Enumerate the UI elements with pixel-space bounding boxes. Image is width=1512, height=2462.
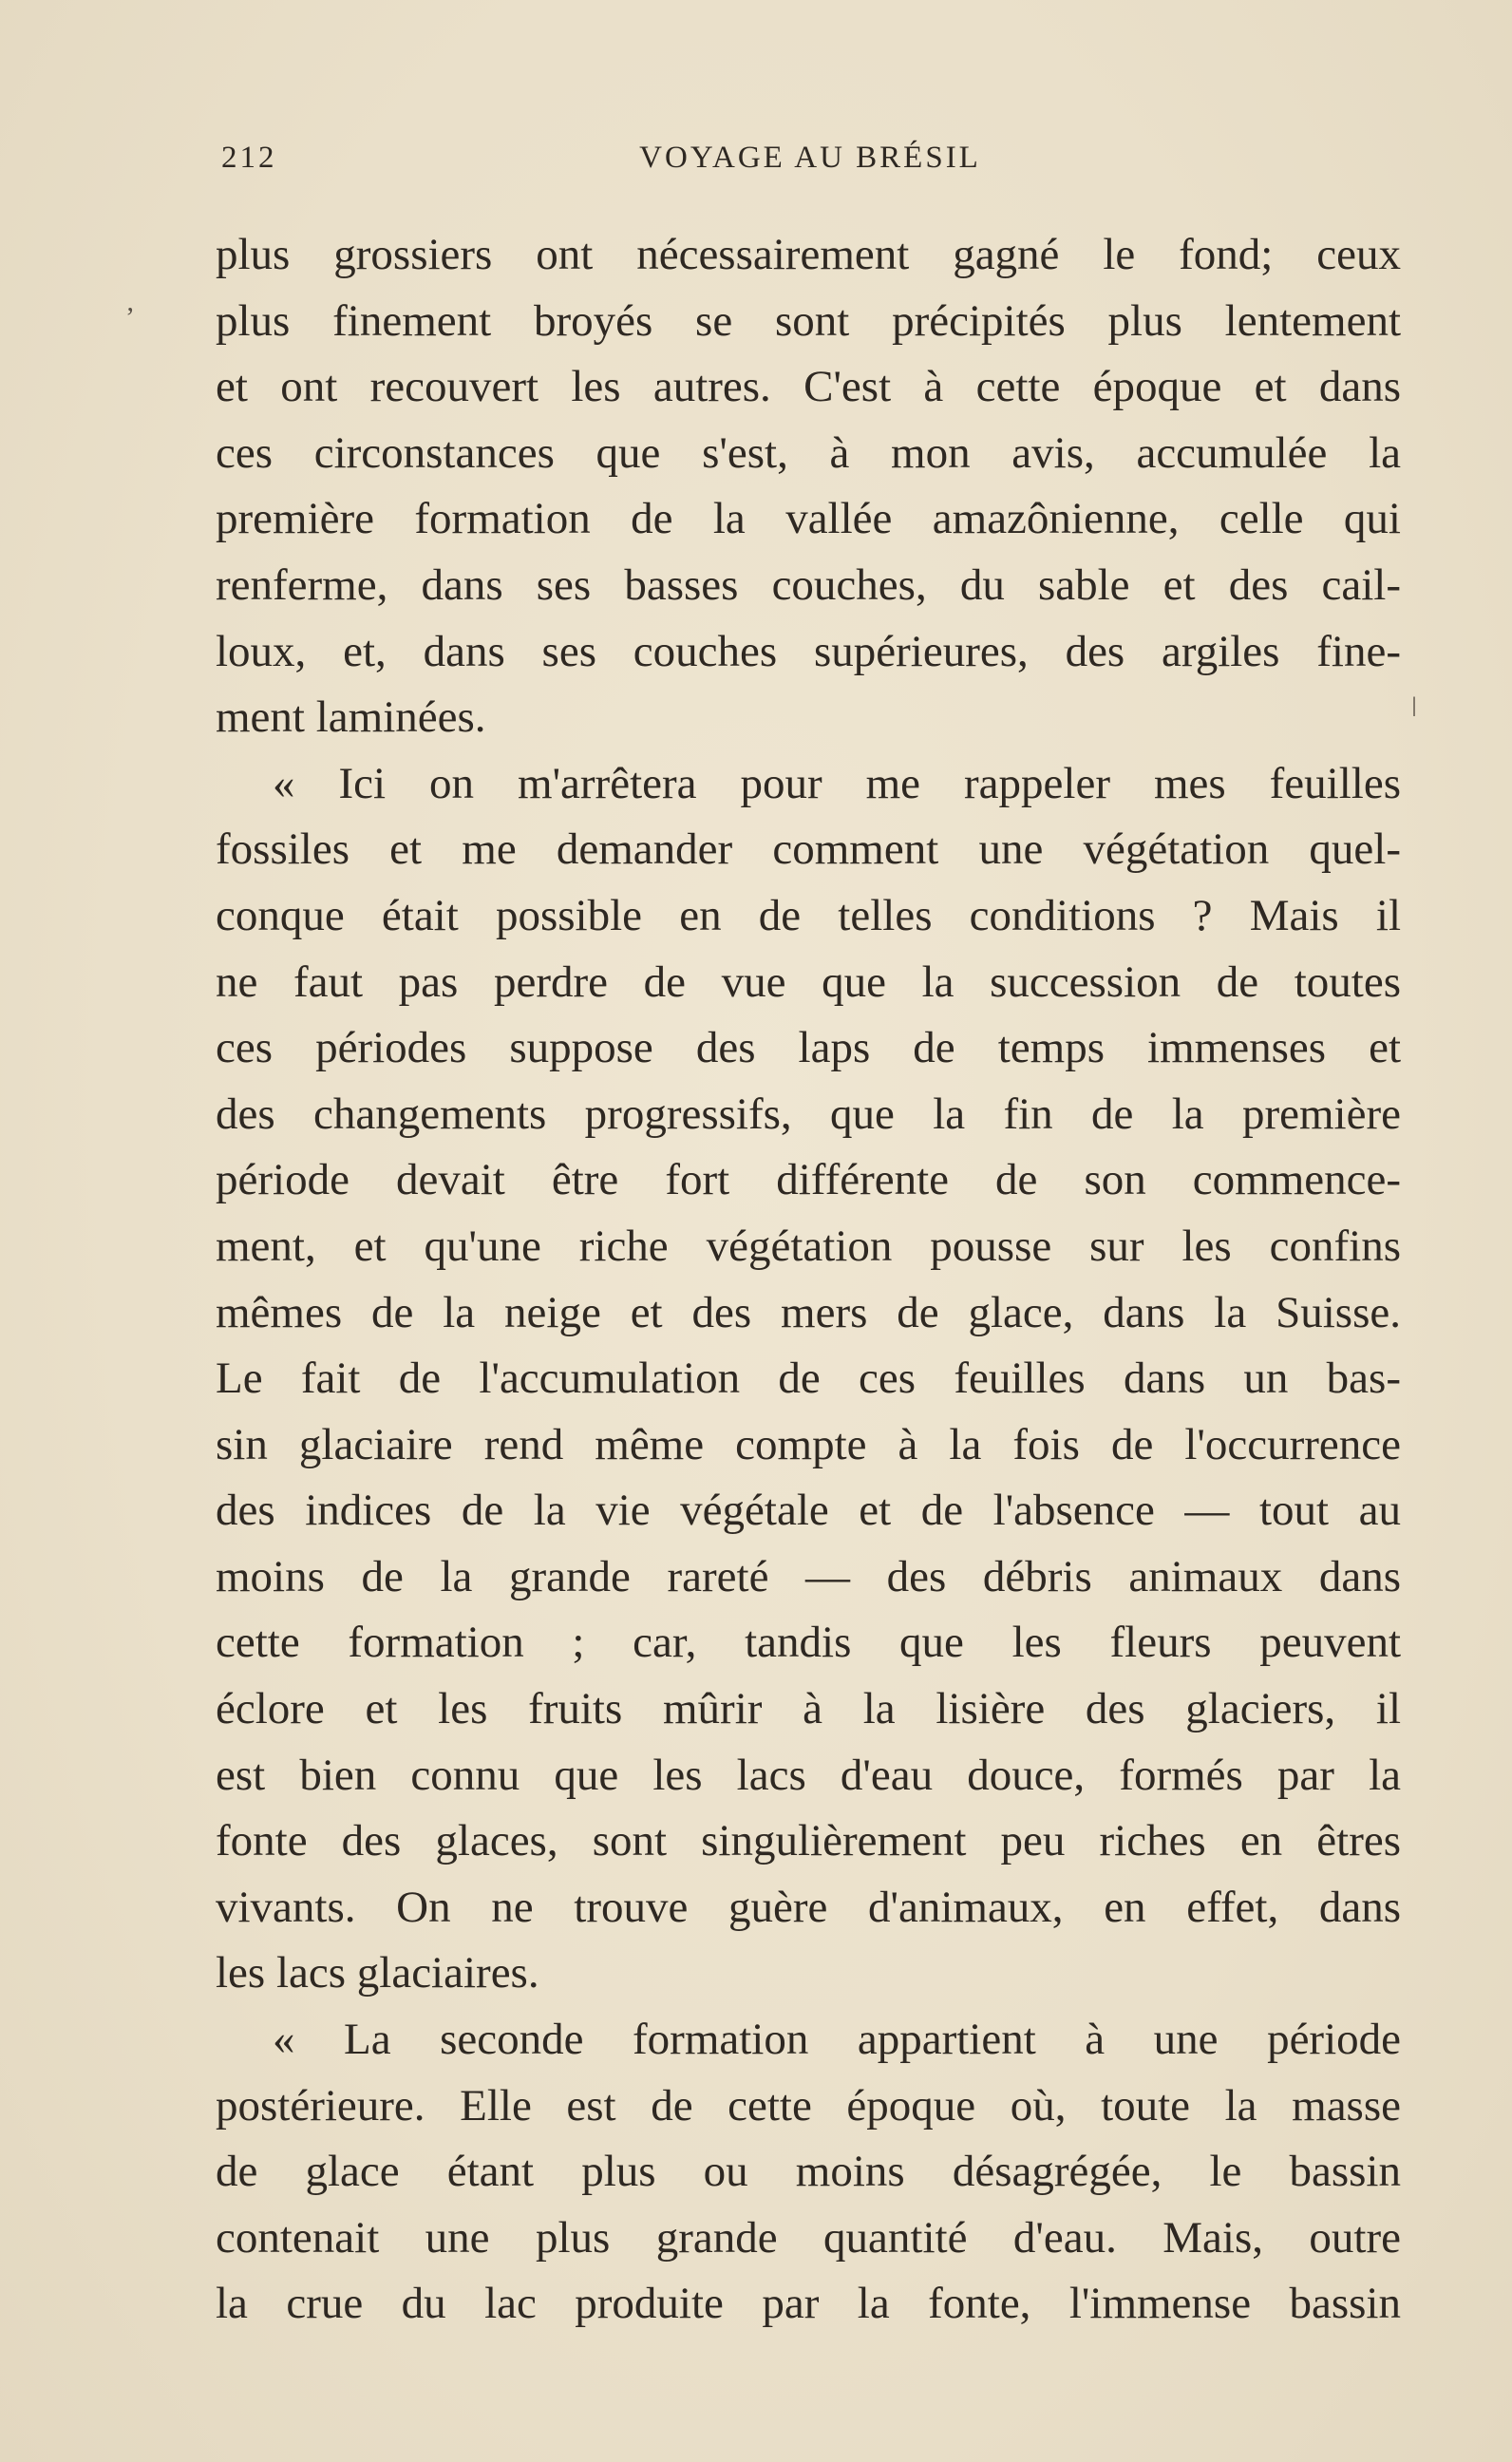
text-line: les lacs glaciaires. [216,1948,539,1998]
text-line: ces périodes suppose des laps de temps immenses et [216,1023,1401,1073]
text-line: période devait être fort différente de son commence- [216,1155,1401,1205]
text-line: « La seconde formation appartient à une période [273,2015,1401,2065]
text-line: Le fait de l'accumulation de ces feuilles dans un bas- [216,1354,1401,1404]
body-text [216,222,1401,2338]
text-line: éclore et les fruits mûrir à la lisière des glaciers, il [216,1684,1401,1734]
text-line: postérieure. Elle est de cette époque où, toute la masse [216,2080,1401,2131]
text-line: la crue du lac produite par la fonte, l'immense bassin [216,2279,1401,2329]
running-title: VOYAGE AU BRÉSIL [639,141,981,175]
text-line: ment laminées. [216,692,486,743]
text-line: mêmes de la neige et des mers de glace, dans la Suisse. [216,1287,1401,1337]
text-line: de glace étant plus ou moins désagrégée, le bassin [216,2147,1401,2197]
text-line: ment, et qu'une riche végétation pousse sur les confins [216,1221,1401,1271]
text-line: ces circonstances que s'est, à mon avis, accumulée la [216,427,1401,478]
text-line: renferme, dans ses basses couches, du sable et des cail- [216,559,1401,610]
text-line: vivants. On ne trouve guère d'animaux, en effet, dans [216,1882,1401,1932]
text-line: est bien connu que les lacs d'eau douce, formés par la [216,1750,1401,1800]
text-line: des changements progressifs, que la fin de la première [216,1089,1401,1139]
text-line: loux, et, dans ses couches supérieures, des argiles fine- [216,626,1401,676]
text-line: et ont recouvert les autres. C'est à cette époque et dans [216,362,1401,412]
text-line: fossiles et me demander comment une végétation quel- [216,824,1401,875]
text-line: « Ici on m'arrêtera pour me rappeler mes feuilles [273,758,1401,808]
margin-mark: ʼ [125,302,135,333]
margin-mark: ǀ [1411,691,1418,723]
text-line: première formation de la vallée amazônienne, celle qui [216,494,1401,544]
text-line: cette formation ; car, tandis que les fleurs peuvent [216,1618,1401,1668]
text-line: des indices de la vie végétale et de l'absence — tout au [216,1486,1401,1536]
text-line: plus grossiers ont nécessairement gagné le fond; ceux [216,230,1401,279]
page-number: 212 [221,141,277,175]
text-line: fonte des glaces, sont singulièrement peu riches en êtres [216,1816,1401,1866]
text-line: contenait une plus grande quantité d'eau. Mais, outre [216,2212,1401,2263]
text-line: conque était possible en de telles conditions ? Mais il [216,890,1401,940]
text-line: sin glaciaire rend même compte à la fois de l'occurrence [216,1419,1401,1469]
text-line: ne faut pas perdre de vue que la succession de toutes [216,956,1401,1007]
text-line: plus finement broyés se sont précipités plus lentement [216,295,1401,346]
text-line: moins de la grande rareté — des débris animaux dans [216,1551,1401,1601]
running-head [221,141,1399,186]
